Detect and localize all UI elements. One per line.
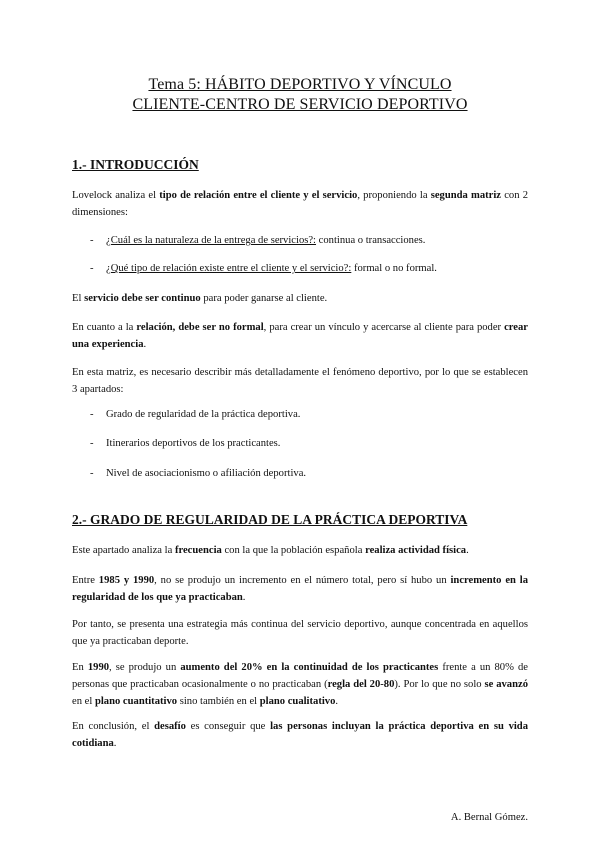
section-heading-grado-regularidad: 2.- GRADO DE REGULARIDAD DE LA PRÁCTICA DEPORTIVA xyxy=(72,512,468,527)
bold-text-run: incremento en la regularidad de los que ya practicaban xyxy=(72,575,529,603)
text-run: ). Por lo que no solo xyxy=(394,679,485,690)
bold-text-run: plano cualitativo xyxy=(259,696,336,707)
paragraph-intro-3 xyxy=(72,319,528,353)
text-run: , se produjo un xyxy=(109,662,181,673)
bold-text-run: servicio debe ser continuo xyxy=(84,293,201,304)
text-run: para poder ganarse al cliente. xyxy=(200,293,328,304)
bold-text-run: las personas incluyan la práctica deportiva en su vida cotidiana xyxy=(72,721,528,749)
underlined-text-run: ¿Qué tipo de relación existe entre el cliente y el servicio?: xyxy=(106,263,352,274)
text-run: continua o transacciones. xyxy=(316,235,426,246)
text-run: frente a un 80% de personas que practicaban ocasionalmente o no practicaban ( xyxy=(72,662,528,690)
bold-text-run: segunda matriz xyxy=(430,190,502,201)
section-heading-introduccion: 1.- INTRODUCCIÓN xyxy=(72,157,199,172)
text-run: . xyxy=(335,696,339,707)
list-dash: - xyxy=(90,409,94,420)
paragraph-intro-1 xyxy=(72,187,528,221)
list-dash: - xyxy=(90,468,94,479)
bold-text-run: frecuencia xyxy=(174,545,222,556)
bold-text-run: tipo de relación entre el cliente y el servicio xyxy=(159,190,358,201)
paragraph-regularidad-1 xyxy=(72,542,528,559)
paragraph-intro-2 xyxy=(72,290,528,307)
bold-text-run: se avanzó xyxy=(484,679,528,690)
text-run: . xyxy=(143,339,147,350)
list-dash: - xyxy=(90,438,94,449)
list-dash: - xyxy=(90,263,94,274)
paragraph-regularidad-3: Por tanto, se presenta una estrategia más continua del servicio deportivo, aunque concentrada en aquellos que ya practicaban deporte. xyxy=(72,619,528,647)
text-run: es conseguir que xyxy=(185,721,271,732)
text-run: con 2 dimensiones: xyxy=(72,190,528,218)
text-run: , para crear un vínculo y acercarse al cliente para poder xyxy=(263,322,505,333)
text-run: . xyxy=(242,592,246,603)
text-run: . xyxy=(466,545,469,556)
list-dash: - xyxy=(90,235,94,246)
text-run: Este apartado analiza la xyxy=(72,545,175,556)
text-run: El xyxy=(72,293,85,304)
bold-text-run: plano cuantitativo xyxy=(94,696,178,707)
text-run: . xyxy=(113,738,117,749)
underlined-text-run: ¿Cuál es la naturaleza de la entrega de servicios?: xyxy=(106,235,317,246)
text-run: , proponiendo la xyxy=(357,190,431,201)
bold-text-run: crear una experiencia xyxy=(72,322,528,350)
text-run: formal o no formal. xyxy=(351,263,437,274)
bold-text-run: regla del 20-80 xyxy=(327,679,395,690)
footer-author: A. Bernal Gómez. xyxy=(450,812,528,823)
list-item-text: Nivel de asociacionismo o afiliación deportiva. xyxy=(106,468,307,479)
paragraph-regularidad-5 xyxy=(72,718,528,752)
bold-text-run: realiza actividad física xyxy=(365,545,467,556)
text-run: Entre xyxy=(72,575,99,586)
list-item-text: Itinerarios deportivos de los practicantes. xyxy=(106,438,281,449)
text-run: con la que la población española xyxy=(221,545,366,556)
bold-text-run: aumento del 20% en la continuidad de los practicantes xyxy=(180,662,439,673)
document-title-line-2: CLIENTE-CENTRO DE SERVICIO DEPORTIVO xyxy=(132,96,468,113)
bold-text-run: 1990 xyxy=(87,662,110,673)
text-run: En conclusión, el xyxy=(72,721,155,732)
bold-text-run: relación, debe ser no formal xyxy=(136,322,264,333)
text-run: Lovelock analiza el xyxy=(72,190,160,201)
bold-text-run: desafío xyxy=(154,721,186,732)
list-item-text: Grado de regularidad de la práctica deportiva. xyxy=(106,409,301,420)
text-run: En xyxy=(72,662,88,673)
document-title-line-1: Tema 5: HÁBITO DEPORTIVO Y VÍNCULO xyxy=(148,76,452,93)
paragraph-regularidad-2 xyxy=(72,572,528,606)
text-run: sino también en el xyxy=(177,696,260,707)
paragraph-intro-4: En esta matriz, es necesario describir más detalladamente el fenómeno deportivo, por lo que se establecen 3 apartados: xyxy=(72,367,528,395)
bold-text-run: 1985 y 1990 xyxy=(98,575,155,586)
text-run: en el xyxy=(72,696,95,707)
paragraph-regularidad-4 xyxy=(72,659,528,710)
text-run: , no se produjo un incremento en el número total, pero sí hubo un xyxy=(154,575,451,586)
text-run: En cuanto a la xyxy=(72,322,137,333)
